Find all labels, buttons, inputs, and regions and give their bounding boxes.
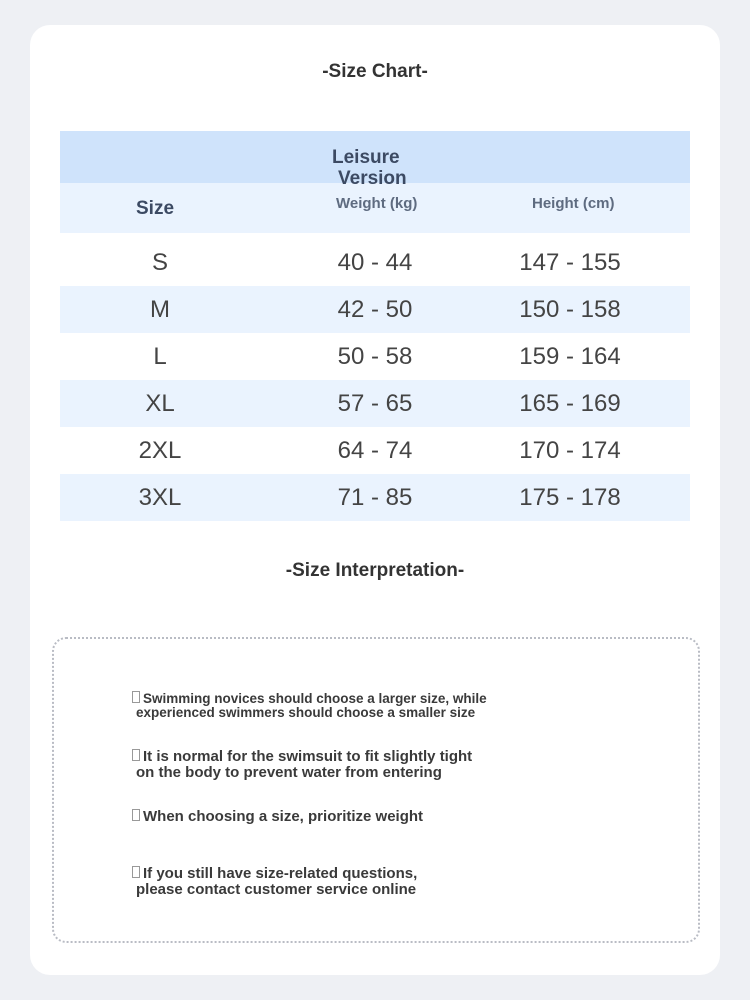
weight-cell: 42 - 50	[337, 296, 413, 323]
size-interpretation-box	[52, 637, 700, 943]
height-cell: 165 - 169	[519, 390, 621, 417]
height-cell: 150 - 158	[519, 296, 621, 323]
tip-item	[132, 809, 423, 825]
tip-line-1: If you still have size-related questions,	[143, 865, 418, 882]
table-row	[60, 239, 690, 286]
tip-item	[132, 749, 472, 781]
size-cell: XL	[145, 390, 175, 417]
tip-line-1: Swimming novices should choose a larger size, while	[143, 691, 487, 706]
height-cell: 159 - 164	[519, 343, 621, 370]
weight-cell: 71 - 85	[337, 484, 413, 511]
tip-line-2: experienced swimmers should choose a smaller size	[136, 705, 476, 720]
table-row	[60, 286, 690, 333]
size-cell: 2XL	[138, 437, 182, 464]
tip-line-1: When choosing a size, prioritize weight	[143, 808, 424, 825]
weight-cell: 64 - 74	[337, 437, 413, 464]
bullet-icon	[132, 866, 140, 878]
tip-item	[132, 866, 417, 898]
size-cell: M	[150, 296, 170, 323]
tip-line-2: on the body to prevent water from entering	[136, 764, 442, 781]
weight-cell: 50 - 58	[337, 343, 413, 370]
column-header-height: Height (cm)	[532, 195, 615, 212]
size-chart-title: -Size Chart-	[322, 61, 428, 82]
size-cell: L	[153, 343, 167, 370]
height-cell: 175 - 178	[519, 484, 621, 511]
size-chart-card	[30, 25, 720, 975]
bullet-icon	[132, 749, 140, 761]
height-cell: 147 - 155	[519, 249, 621, 276]
version-label	[332, 147, 407, 189]
tip-item	[132, 691, 487, 720]
size-cell: S	[151, 249, 168, 276]
size-table	[60, 131, 690, 521]
table-row	[60, 427, 690, 474]
version-line-2: Version	[338, 168, 407, 189]
table-row	[60, 380, 690, 427]
table-body	[60, 239, 690, 521]
tip-line-2: please contact customer service online	[136, 881, 417, 898]
weight-cell: 57 - 65	[337, 390, 413, 417]
column-header-weight: Weight (kg)	[336, 195, 418, 212]
column-header-size: Size	[136, 198, 175, 219]
weight-cell: 40 - 44	[337, 249, 413, 276]
table-row	[60, 333, 690, 380]
tip-line-1: It is normal for the swimsuit to fit slightly tight	[143, 748, 473, 765]
size-cell: 3XL	[138, 484, 182, 511]
height-cell: 170 - 174	[519, 437, 621, 464]
table-row	[60, 474, 690, 521]
bullet-icon	[132, 691, 140, 703]
bullet-icon	[132, 809, 140, 821]
version-line-1: Leisure	[332, 147, 400, 168]
size-interpretation-title: -Size Interpretation-	[285, 560, 465, 581]
